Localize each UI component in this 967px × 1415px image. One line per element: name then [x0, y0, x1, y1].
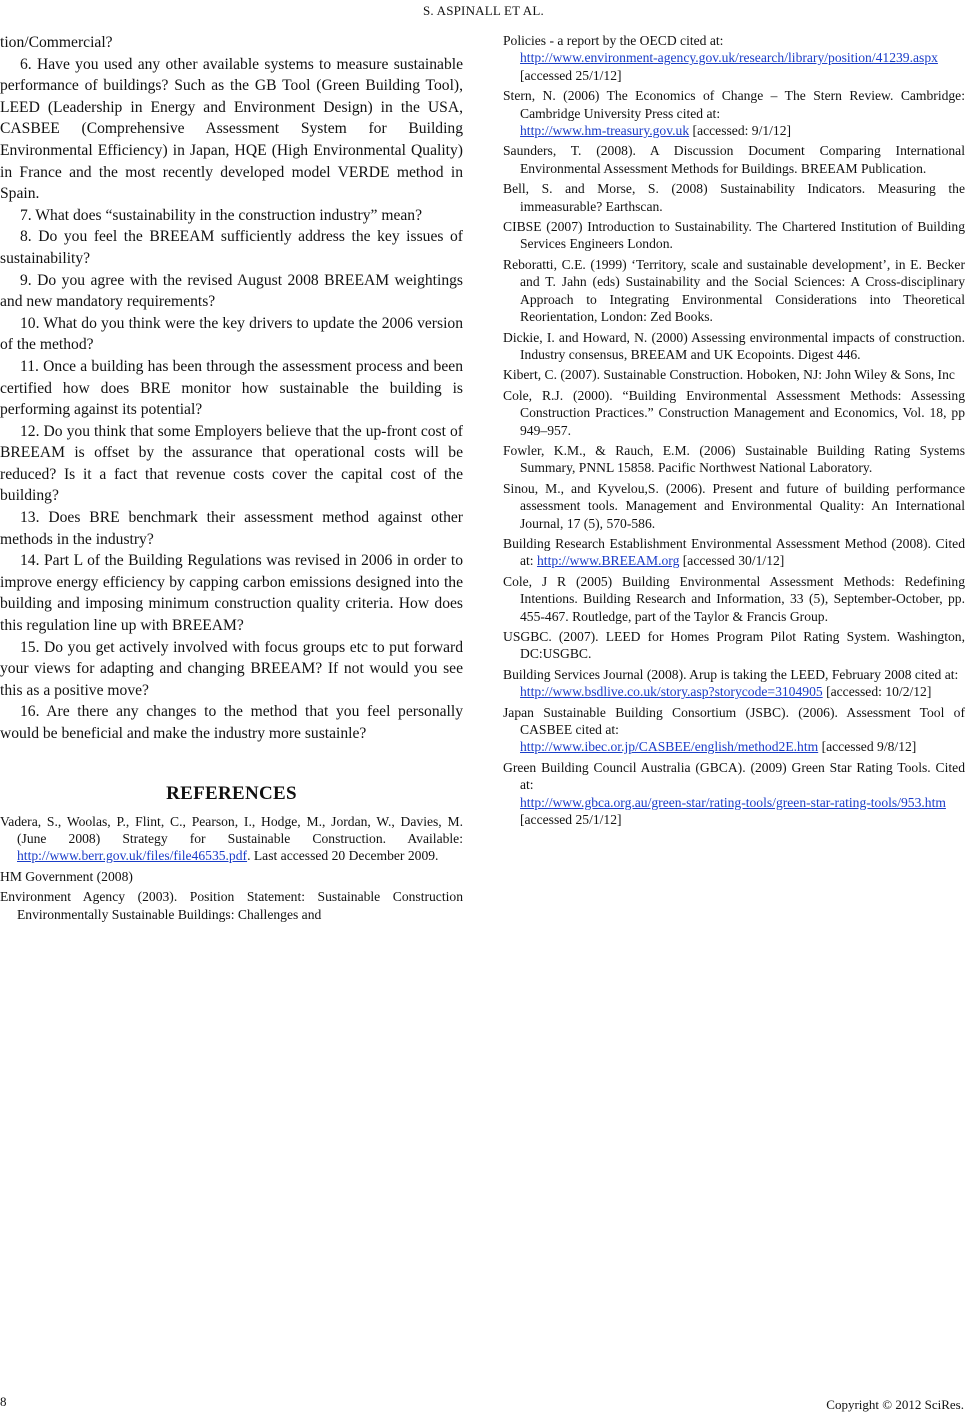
question-10: 10. What do you think were the key drivers to update the 2006 version of the method?	[0, 314, 463, 354]
reference-entry	[0, 888, 463, 923]
reference-entry	[503, 628, 965, 663]
question-14: 14. Part L of the Building Regulations was revised in 2006 in order to improve energy efficiency by capping carbon emissions designed into the building and imposing minimum construction quality criteria. How does this regulation line up with BREEAM?	[0, 552, 463, 635]
reference-entry	[503, 256, 965, 326]
question-9: 9. Do you agree with the revised August 2008 BREEAM weightings and new mandatory requirements?	[0, 271, 463, 311]
reference-text: Reboratti, C.E. (1999) ‘Territory, scale and sustainable development’, in E. Becker and T. Jahn (eds) Sustainability and the Social Sciences: A Cross-disciplinary Approach to Integrating Environmental Considerations into Theoretical Reorientation, London: Zed Books.	[503, 256, 965, 325]
reference-entry	[503, 480, 965, 532]
reference-text: Kibert, C. (2007). Sustainable Construction. Hoboken, NJ: John Wiley & Sons, Inc	[503, 367, 955, 383]
reference-text: Cole, J R (2005) Building Environmental Assessment Methods: Redefining Intentions. Building Research and Information, 33 (5), September-October, pp. 455-467. Routledge, part of the Taylor & Francis Group.	[503, 573, 965, 624]
reference-text: Sinou, M., and Kyvelou,S. (2006). Present and future of building performance assessment tools. Management and Environmental Quality: An International Journal, 17 (5), 570-586.	[503, 480, 965, 531]
reference-suffix: [accessed 30/1/12]	[679, 553, 785, 569]
reference-link[interactable]: http://www.bsdlive.co.uk/story.asp?storycode=3104905	[520, 684, 823, 700]
question-11: 11. Once a building has been through the assessment process and been certified how does BRE monitor how sustainable the building is performing against its potential?	[0, 357, 463, 419]
reference-text: Cole, R.J. (2000). “Building Environmental Assessment Methods: Assessing Construction Practices.” Construction Management and Economics, Vol. 18, pp 949–957.	[503, 387, 965, 438]
reference-text: Bell, S. and Morse, S. (2008) Sustainability Indicators. Measuring the immeasurable? Earthscan.	[503, 181, 965, 214]
reference-entry	[503, 87, 965, 139]
reference-link[interactable]: http://www.environment-agency.gov.uk/research/library/position/41239.aspx	[520, 50, 938, 66]
reference-suffix: [accessed: 9/1/12]	[689, 123, 792, 139]
reference-entry	[503, 704, 965, 756]
reference-link[interactable]: http://www.hm-treasury.gov.uk	[520, 123, 690, 139]
question-7: 7. What does “sustainability in the construction industry” mean?	[20, 206, 423, 224]
reference-text: Stern, N. (2006) The Economics of Change – The Stern Review. Cambridge: Cambridge University Press cited at:	[503, 88, 965, 121]
reference-suffix: [accessed: 10/2/12]	[822, 684, 932, 700]
reference-entry	[503, 142, 965, 177]
question-13: 13. Does BRE benchmark their assessment method against other methods in the industry?	[0, 509, 463, 548]
reference-text: HM Government (2008)	[0, 868, 133, 884]
reference-link[interactable]: http://www.berr.gov.uk/files/file46535.pdf	[17, 848, 248, 864]
reference-text: Japan Sustainable Building Consortium (JSBC). (2006). Assessment Tool of CASBEE cited at:	[503, 704, 965, 738]
reference-text: CIBSE (2007) Introduction to Sustainability. The Chartered Institution of Building Services Engineers London.	[503, 219, 965, 252]
question-15: 15. Do you get actively involved with focus groups etc to put forward your views for adapting and changing BREEAM? If not would you see this as a positive move?	[0, 638, 463, 699]
reference-link[interactable]: http://www.ibec.or.jp/CASBEE/english/method2E.htm	[520, 739, 819, 755]
reference-link[interactable]: http://www.BREEAM.org	[537, 553, 680, 569]
right-column	[503, 32, 965, 831]
reference-text: Dickie, I. and Howard, N. (2000) Assessing environmental impacts of construction. Industry consensus, BREEAM and UK Ecopoints. Digest 446.	[503, 329, 965, 362]
reference-text: Fowler, K.M., & Rauch, E.M. (2006) Sustainable Building Rating Systems Summary, PNNL 15858. Pacific Northwest National Laboratory.	[503, 442, 965, 476]
reference-suffix: [accessed 25/1/12]	[520, 67, 622, 83]
question-16: 16. Are there any changes to the method that you feel personally would be beneficial and make the industry more sustainle?	[0, 703, 463, 742]
reference-entry	[503, 666, 965, 701]
reference-entry	[503, 218, 965, 253]
reference-entry	[503, 387, 965, 439]
running-header: S. ASPINALL ET AL.	[423, 3, 544, 18]
question-12: 12. Do you think that some Employers believe that the up-front cost of BREEAM is offset by the assurance that operational costs will be reduced? Is it a fact that revenue costs cover the capital cost of the building?	[0, 422, 463, 505]
reference-entry	[503, 573, 965, 625]
reference-entry	[503, 180, 965, 215]
reference-entry	[0, 868, 463, 885]
reference-text: Green Building Council Australia (GBCA). (2009) Green Star Rating Tools. Cited at:	[503, 759, 965, 793]
reference-entry	[503, 366, 965, 383]
page-number: 8	[0, 1394, 7, 1409]
copyright-notice: Copyright © 2012 SciRes.	[826, 1397, 964, 1412]
reference-link[interactable]: http://www.gbca.org.au/green-star/rating-tools/green-star-rating-tools/953.htm	[520, 794, 946, 810]
references-list-left	[0, 813, 463, 923]
reference-text: Environment Agency (2003). Position Statement: Sustainable Construction Environmentally Sustainable Buildings: Challenges and	[0, 889, 463, 922]
reference-text: Building Services Journal (2008). Arup is taking the LEED, February 2008 cited at:	[503, 666, 959, 682]
paragraph: tion/Commercial?	[0, 34, 113, 51]
reference-text: Vadera, S., Woolas, P., Flint, C., Pearson, I., Hodge, M., Jordan, W., Davies, M. (June 2008) Strategy for Sustainable Construction. Available:	[0, 813, 463, 846]
reference-text: Policies - a report by the OECD cited at:	[503, 33, 724, 48]
reference-entry	[503, 759, 965, 829]
left-column	[0, 32, 463, 926]
reference-suffix: [accessed 25/1/12]	[520, 812, 622, 828]
reference-entry	[503, 32, 965, 84]
reference-suffix: [accessed 9/8/12]	[818, 739, 917, 755]
reference-text: Building Research Establishment Environmental Assessment Method (2008). Cited at:	[503, 535, 965, 569]
reference-entry	[503, 329, 965, 364]
reference-text: USGBC. (2007). LEED for Homes Program Pilot Rating System. Washington, DC:USGBC.	[503, 629, 965, 662]
question-8: 8. Do you feel the BREEAM sufficiently address the key issues of sustainability?	[0, 228, 463, 267]
reference-entry	[503, 442, 965, 477]
reference-entry	[0, 813, 463, 865]
question-6: 6. Have you used any other available systems to measure sustainable performance of buildings? Such as the GB Tool (Green Building Tool), LEED (Leadership in Energy and Environment Design) in the USA, CASBEE (Comprehensive Assessment System for Building Environmental Efficiency) in Japan, HQE (High Environmental Quality) in France and the most recently developed model VERDE method in Spain.	[0, 55, 463, 203]
reference-text: Saunders, T. (2008). A Discussion Document Comparing International Environmental Assessment Methods for Buildings. BREEAM Publication.	[503, 143, 965, 176]
references-list-right	[503, 32, 965, 828]
reference-entry	[503, 535, 965, 570]
reference-suffix: . Last accessed 20 December 2009.	[247, 848, 439, 864]
references-heading: REFERENCES	[166, 782, 297, 804]
